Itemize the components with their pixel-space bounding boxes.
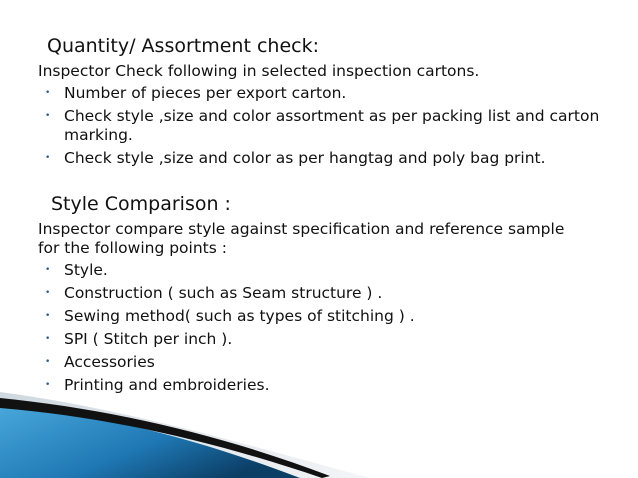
list-item: • Construction ( such as Seam structure ) . (45, 284, 383, 302)
bullet-dot-icon: • (45, 334, 51, 344)
list-item: • Number of pieces per export carton. (45, 84, 347, 102)
bullet-dot-icon: • (45, 265, 51, 275)
bullet-list-style-comparison (45, 261, 605, 399)
section-intro-style-comparison: Inspector compare style against specification and reference sample for the following points : (38, 220, 565, 257)
list-item: • SPI ( Stitch per inch ). (45, 330, 233, 348)
list-item: • Check style ,size and color as per hangtag and poly bag print. (45, 149, 546, 167)
list-item: • Style. (45, 261, 108, 279)
list-item: • Accessories (45, 353, 155, 371)
bullet-dot-icon: • (45, 357, 51, 367)
bullet-list-quantity (45, 84, 605, 172)
list-item: • Check style ,size and color assortment as per packing list and carton marking. (45, 107, 600, 144)
bullet-dot-icon: • (45, 380, 51, 390)
bullet-dot-icon: • (45, 111, 51, 121)
bullet-dot-icon: • (45, 288, 51, 298)
section-heading-style-comparison: Style Comparison : (51, 193, 231, 215)
bullet-dot-icon: • (45, 88, 51, 98)
swoosh-blue-band (0, 404, 300, 478)
list-item: • Sewing method( such as types of stitching ) . (45, 307, 415, 325)
list-item: • Printing and embroideries. (45, 376, 270, 394)
bullet-dot-icon: • (45, 311, 51, 321)
section-heading-quantity: Quantity/ Assortment check: (47, 35, 319, 57)
bullet-dot-icon: • (45, 153, 51, 163)
section-intro-quantity: Inspector Check following in selected inspection cartons. (38, 62, 480, 80)
